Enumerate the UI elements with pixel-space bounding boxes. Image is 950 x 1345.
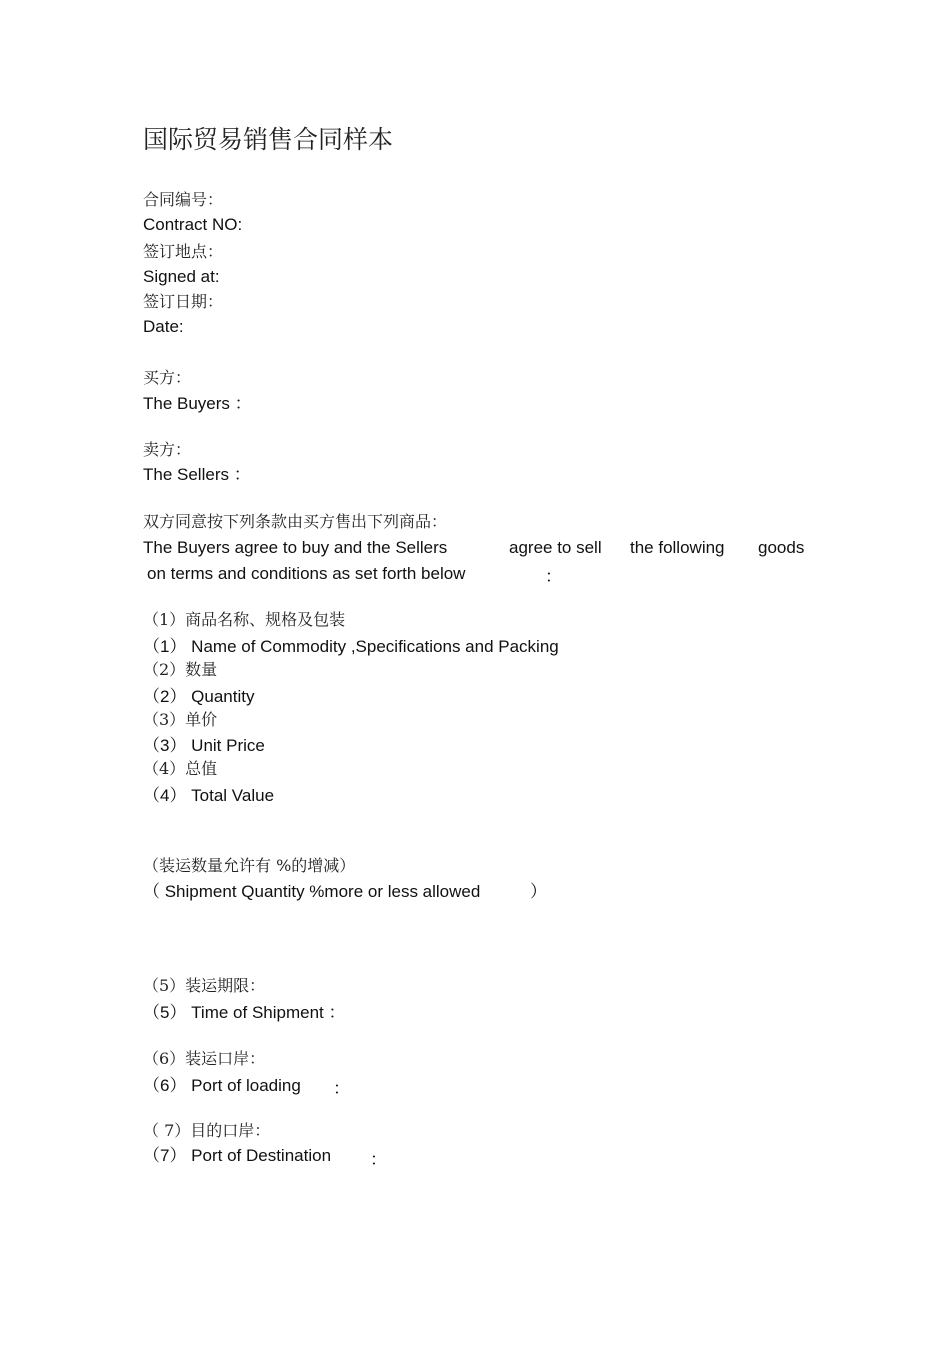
clause-6-colon: ： bbox=[333, 1079, 350, 1098]
contract-no-label-zh: 合同编号： bbox=[143, 190, 224, 209]
clause-7-zh: （ 7）目的口岸： bbox=[143, 1121, 271, 1140]
sellers-label-zh: 卖方： bbox=[143, 440, 192, 459]
agreement-text-en-part-3: the following bbox=[630, 538, 725, 557]
clause-5-en: （5） Time of Shipment ： bbox=[143, 1003, 346, 1022]
signed-at-label-en: Signed at: bbox=[143, 267, 220, 286]
clause-4-zh: （4）总值 bbox=[143, 759, 218, 778]
clause-3-en: （3） Unit Price bbox=[143, 736, 265, 755]
shipment-allowance-zh: （装运数量允许有 %的增减） bbox=[143, 856, 356, 875]
agreement-text-en-line-2: on terms and conditions as set forth below bbox=[147, 564, 466, 583]
agreement-text-en-part-4: goods bbox=[758, 538, 805, 557]
clause-3-zh: （3）单价 bbox=[143, 710, 218, 729]
clause-5-zh: （5）装运期限： bbox=[143, 976, 266, 995]
clause-1-en: （1） Name of Commodity ,Specifications and Packing bbox=[143, 637, 559, 656]
clause-2-en: （2） Quantity bbox=[143, 687, 255, 706]
date-label-en: Date: bbox=[143, 317, 184, 336]
buyers-label-en: The Buyers ： bbox=[143, 394, 252, 413]
shipment-allowance-close: ） bbox=[530, 882, 547, 901]
agreement-text-zh: 双方同意按下列条款由买方售出下列商品： bbox=[143, 512, 448, 531]
signed-at-label-zh: 签订地点： bbox=[143, 242, 224, 261]
buyers-label-zh: 买方： bbox=[143, 368, 192, 387]
agreement-text-en-part-2: agree to sell bbox=[509, 538, 602, 557]
date-label-zh: 签订日期： bbox=[143, 292, 224, 311]
clause-4-en: （4） Total Value bbox=[143, 786, 275, 805]
clause-1-zh: （1）商品名称、规格及包装 bbox=[143, 610, 346, 629]
shipment-allowance-en: （ Shipment Quantity %more or less allowed bbox=[143, 882, 481, 901]
agreement-text-en-part-1: The Buyers agree to buy and the Sellers bbox=[143, 538, 448, 557]
sellers-label-en: The Sellers ： bbox=[143, 465, 251, 484]
document-title: 国际贸易销售合同样本 bbox=[143, 125, 394, 154]
contract-no-label-en: Contract NO: bbox=[143, 215, 243, 234]
clause-7-en: （7） Port of Destination bbox=[143, 1146, 332, 1165]
clause-6-en: （6） Port of loading bbox=[143, 1076, 301, 1095]
clause-7-colon: ： bbox=[370, 1150, 387, 1169]
clause-6-zh: （6）装运口岸： bbox=[143, 1049, 266, 1068]
clause-2-zh: （2）数量 bbox=[143, 660, 218, 679]
agreement-colon: ： bbox=[545, 567, 562, 586]
